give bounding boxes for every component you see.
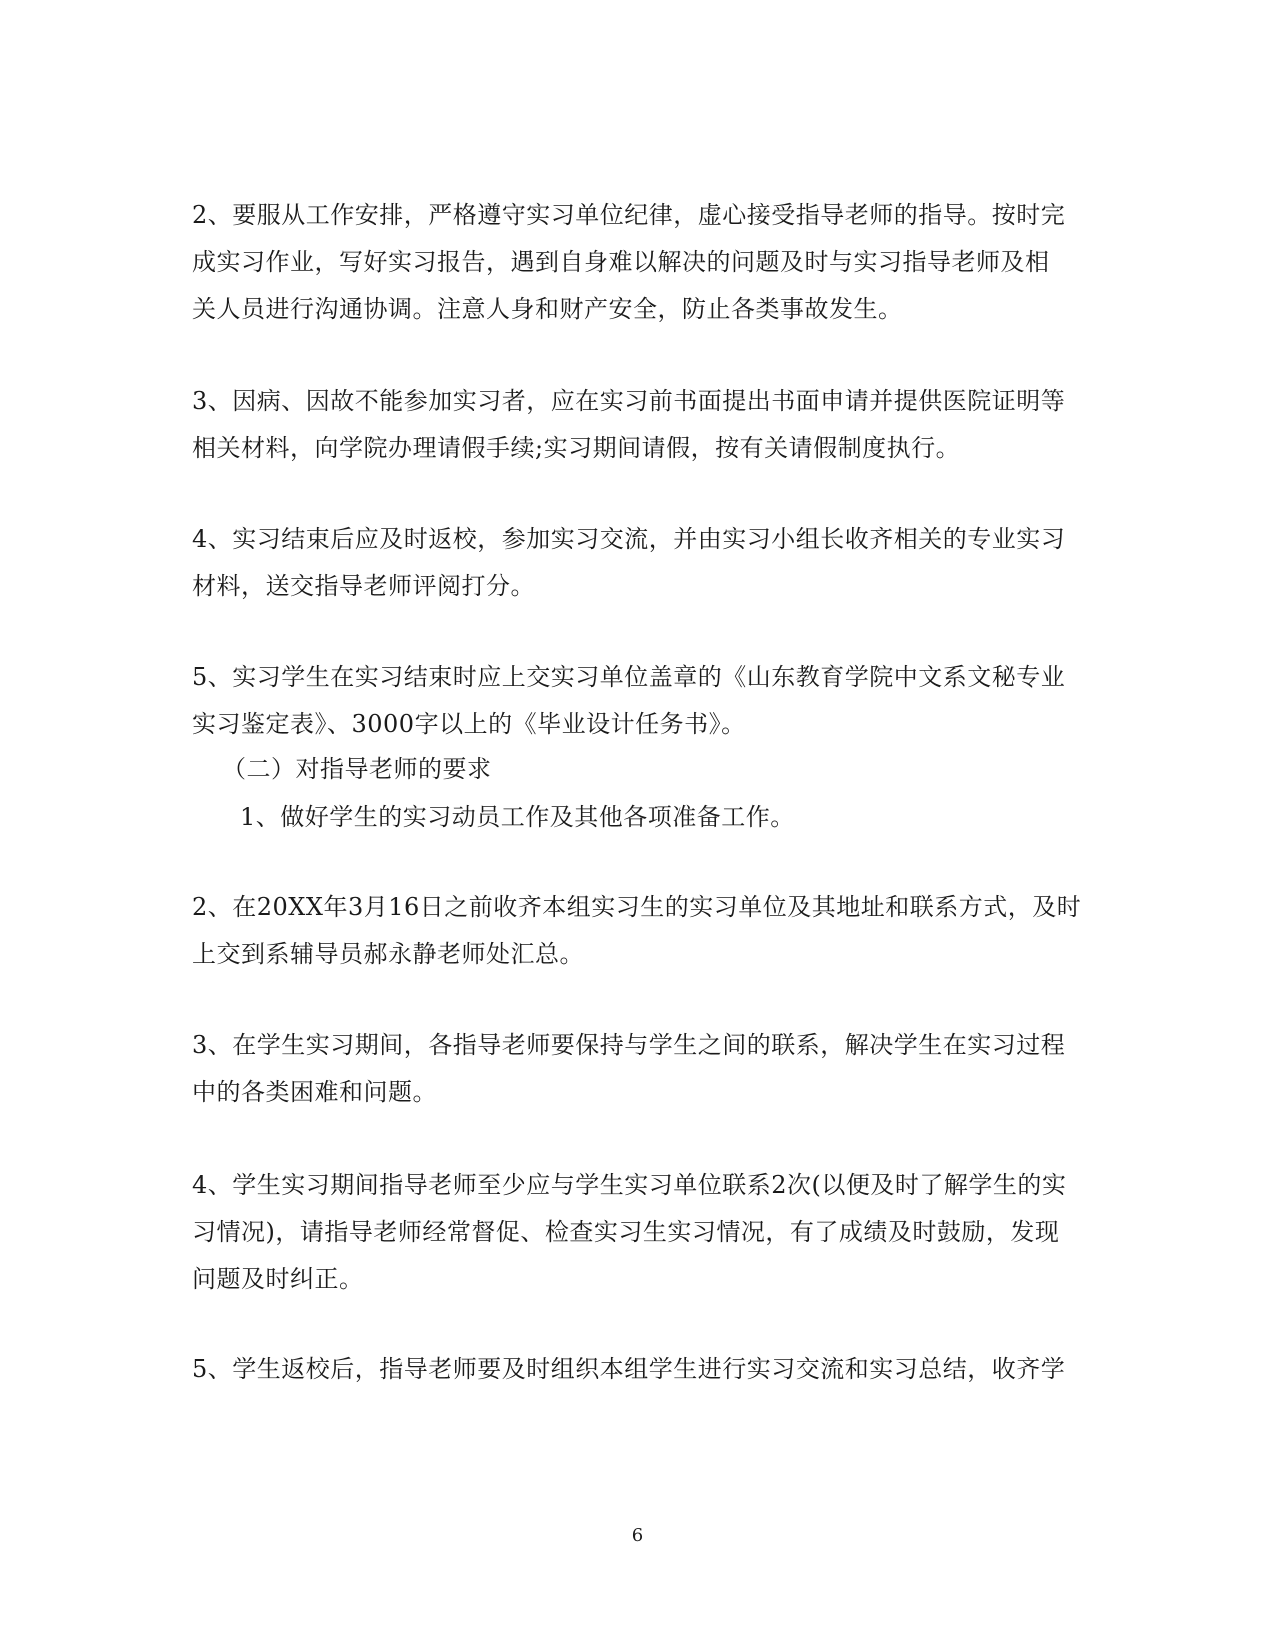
text-line: 2、要服从工作安排，严格遵守实习单位纪律，虚心接受指导老师的指导。按时完 bbox=[192, 201, 1066, 229]
paragraph-student-requirement-2 bbox=[192, 192, 1082, 333]
text-line: 习情况)，请指导老师经常督促、检查实习生实习情况，有了成绩及时鼓励，发现 bbox=[192, 1218, 1060, 1246]
text-line: 问题及时纠正。 bbox=[192, 1265, 364, 1293]
paragraph-teacher-requirement-3 bbox=[192, 1022, 1082, 1116]
section-heading-teacher-requirements bbox=[222, 746, 1112, 793]
paragraph-teacher-requirement-5 bbox=[192, 1346, 1082, 1393]
paragraph-student-requirement-4 bbox=[192, 516, 1082, 610]
text-line: 5、学生返校后，指导老师要及时组织本组学生进行实习交流和实习总结，收齐学 bbox=[192, 1355, 1066, 1383]
page-number: 6 bbox=[631, 1525, 644, 1546]
text-line: 3、在学生实习期间，各指导老师要保持与学生之间的联系，解决学生在实习过程 bbox=[192, 1031, 1066, 1059]
text-line: 1、做好学生的实习动员工作及其他各项准备工作。 bbox=[240, 803, 795, 831]
text-line: （二）对指导老师的要求 bbox=[222, 755, 492, 783]
text-line: 相关材料，向学院办理请假手续;实习期间请假，按有关请假制度执行。 bbox=[192, 434, 961, 462]
text-line: 2、在20XX年3月16日之前收齐本组实习生的实习单位及其地址和联系方式，及时 bbox=[192, 893, 1082, 921]
text-line: 4、实习结束后应及时返校，参加实习交流，并由实习小组长收齐相关的专业实习 bbox=[192, 525, 1066, 553]
text-line: 3、因病、因故不能参加实习者，应在实习前书面提出书面申请并提供医院证明等 bbox=[192, 387, 1066, 415]
paragraph-student-requirement-5 bbox=[192, 654, 1082, 748]
paragraph-teacher-requirement-1 bbox=[240, 794, 1130, 841]
text-line: 中的各类困难和问题。 bbox=[192, 1078, 437, 1106]
paragraph-teacher-requirement-2 bbox=[192, 884, 1082, 978]
text-line: 5、实习学生在实习结束时应上交实习单位盖章的《山东教育学院中文系文秘专业 bbox=[192, 663, 1066, 691]
paragraph-teacher-requirement-4 bbox=[192, 1162, 1082, 1303]
text-line: 关人员进行沟通协调。注意人身和财产安全，防止各类事故发生。 bbox=[192, 295, 903, 323]
text-line: 材料，送交指导老师评阅打分。 bbox=[192, 572, 535, 600]
text-line: 成实习作业，写好实习报告，遇到自身难以解决的问题及时与实习指导老师及相 bbox=[192, 248, 1050, 276]
text-line: 4、学生实习期间指导老师至少应与学生实习单位联系2次(以便及时了解学生的实 bbox=[192, 1171, 1067, 1199]
paragraph-student-requirement-3 bbox=[192, 378, 1082, 472]
text-line: 上交到系辅导员郝永静老师处汇总。 bbox=[192, 940, 584, 968]
text-line: 实习鉴定表》、3000字以上的《毕业设计任务书》。 bbox=[192, 710, 746, 738]
